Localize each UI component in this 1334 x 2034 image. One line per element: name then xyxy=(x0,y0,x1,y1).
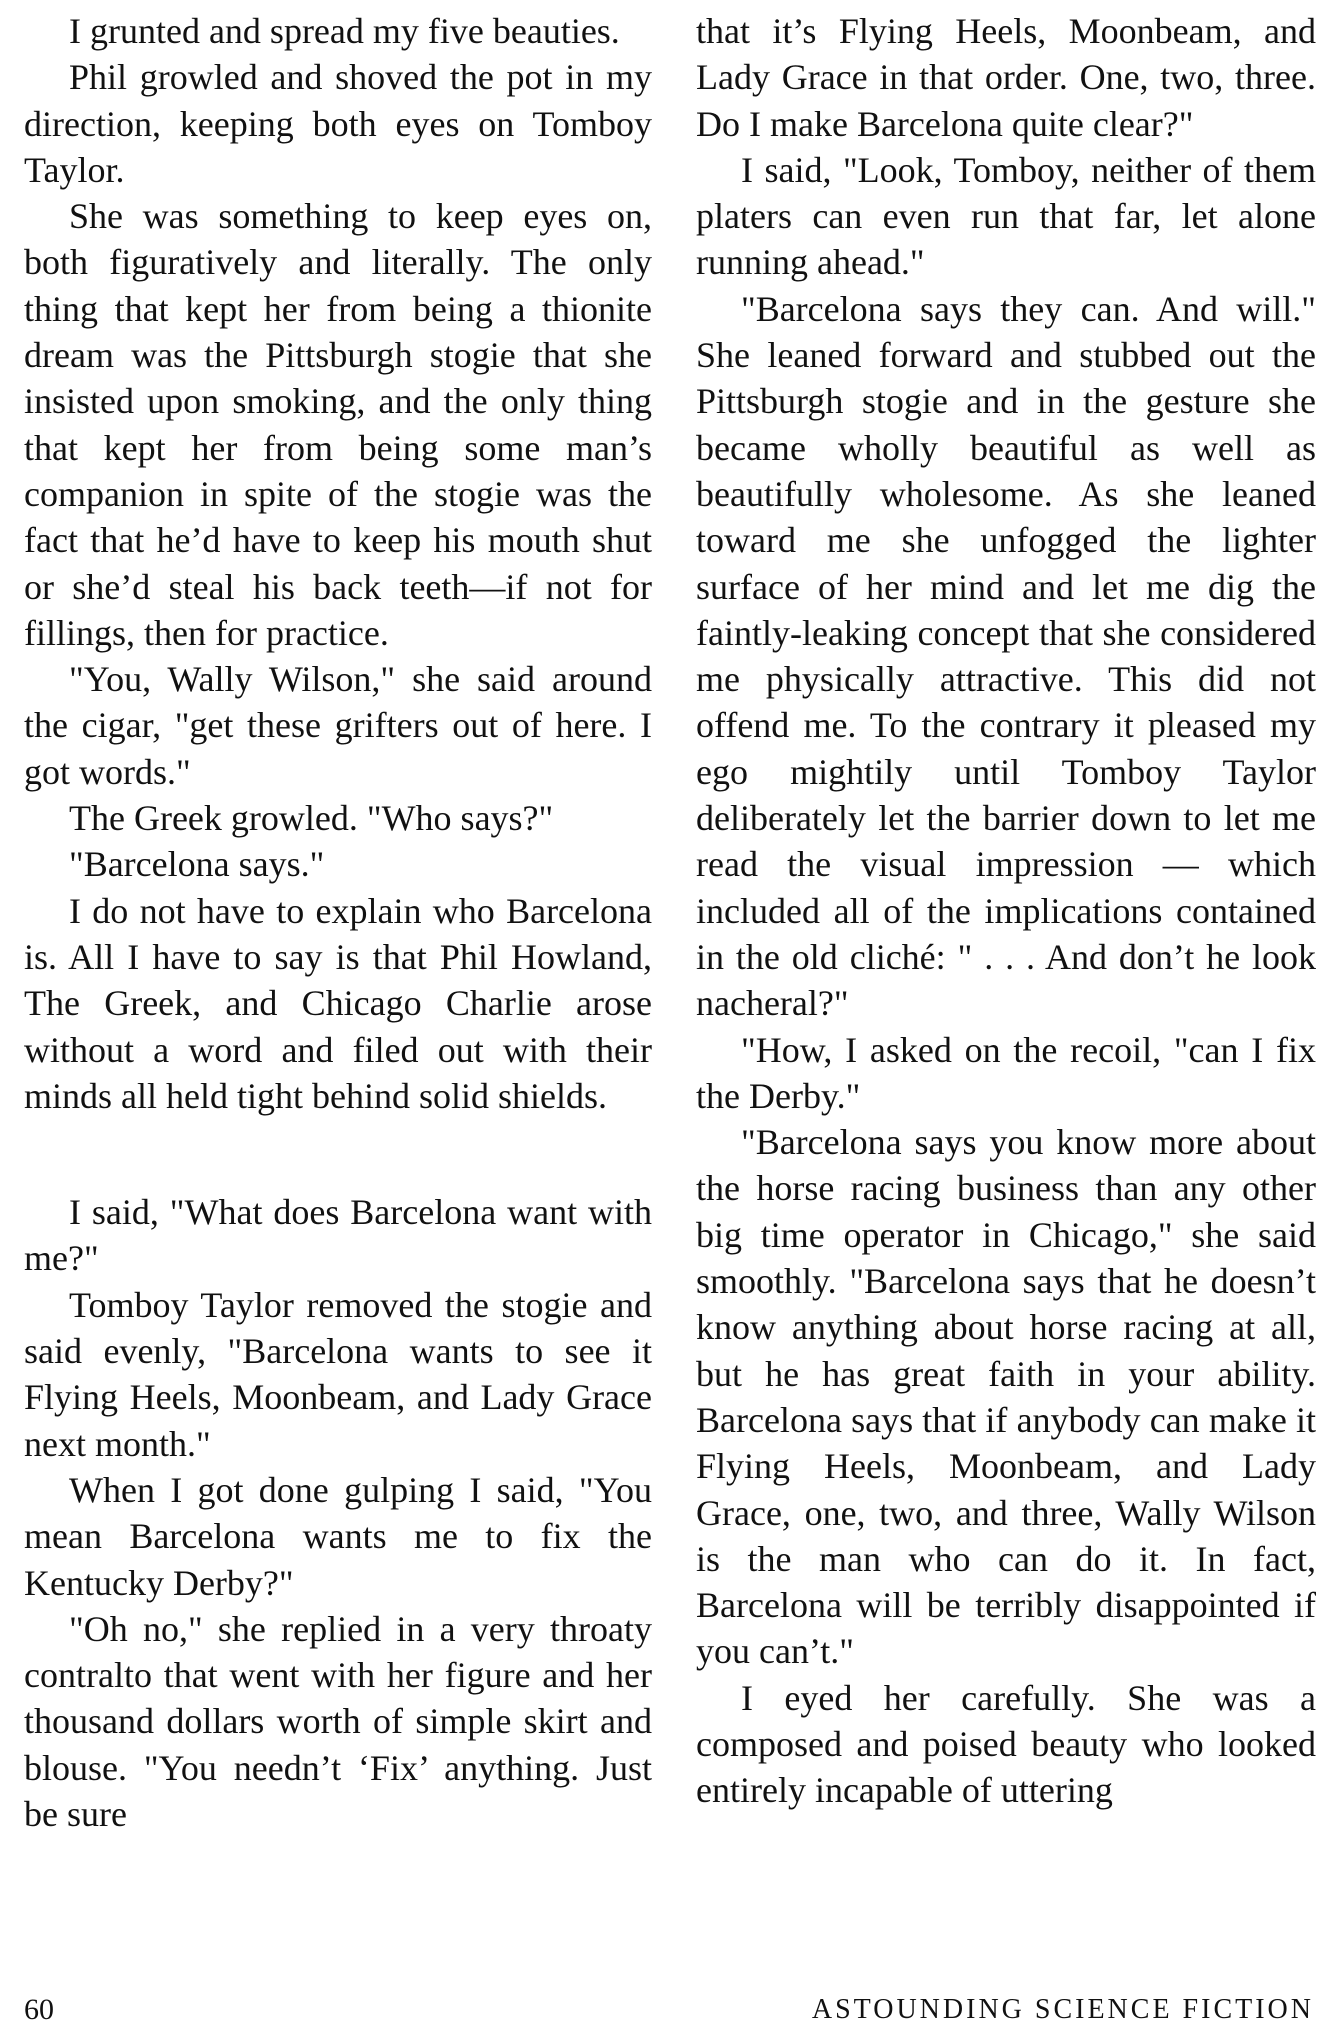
left-text-column xyxy=(24,8,652,1837)
paragraph: She was something to keep eyes on, both figuratively and literally. The only thing that kept her from being a thionite dream was the Pittsburgh stogie that she insisted upon smoking, and the only thing that kept her from being some man’s companion in spite of the stogie was the fact that he’d have to keep his mouth shut or she’d steal his back teeth—if not for fillings, then for practice. xyxy=(24,196,652,653)
paragraph: "Oh no," she replied in a very throaty contralto that went with her figure and her thousand dollars worth of simple skirt and blouse. "You needn’t ‘Fix’ anything. Just be sure xyxy=(24,1608,652,1834)
page-number: 60 xyxy=(24,1993,54,2026)
paragraph: I grunted and spread my five beauties. xyxy=(69,11,620,51)
paragraph: I said, "Look, Tomboy, neither of them platers can even run that far, let alone running ahead." xyxy=(696,149,1316,283)
paragraph: I eyed her carefully. She was a composed and poised beauty who looked entirely incapable of uttering xyxy=(696,1677,1316,1811)
paragraph: "Barcelona says they can. And will." She leaned forward and stubbed out the Pittsburgh stogie and in the gesture she became wholly beautiful as well as beautifully wholesome. As she leaned toward me she unfogged the lighter surface of her mind and let me dig the faintly-leaking concept that she considered me physically attractive. This did not offend me. To the contrary it pleased my ego mightily until Tomboy Taylor deliberately let the barrier down to let me read the visual impression — which included all of the implications contained in the old cliché: " . . . And don’t he look nacheral?" xyxy=(696,288,1316,1024)
running-title: ASTOUNDING SCIENCE FICTION xyxy=(811,1994,1314,2025)
paragraph: "You, Wally Wilson," she said around the cigar, "get these grifters out of here. I got words." xyxy=(24,659,652,792)
paragraph: "Barcelona says you know more about the horse racing business than any other big time operator in Chicago," she said smoothly. "Barcelona says that he doesn’t know anything about horse racing at all, but he has great faith in your ability. Barcelona says that if anybody can make it Flying Heels, Moonbeam, and Lady Grace, one, two, and three, Wally Wilson is the man who can do it. In fact, Barcelona will be terribly disappointed if you can’t." xyxy=(696,1122,1316,1672)
paragraph: "How, I asked on the recoil, "can I fix the Derby." xyxy=(696,1029,1316,1116)
paragraph: Phil growled and shoved the pot in my direction, keeping both eyes on Tomboy Taylor. xyxy=(24,57,652,190)
page-footer xyxy=(0,1990,1334,2030)
paragraph: Tomboy Taylor removed the stogie and said evenly, "Barcelona wants to see it Flying Heels, Moonbeam, and Lady Grace next month." xyxy=(24,1284,652,1464)
paragraph: The Greek growled. "Who says?" xyxy=(69,798,554,839)
right-text-column xyxy=(696,8,1316,1814)
paragraph: When I got done gulping I said, "You mean Barcelona wants me to fix the Kentucky Derby?" xyxy=(24,1469,652,1603)
paragraph: I do not have to explain who Barcelona is. All I have to say is that Phil Howland, The Greek, and Chicago Charlie arose without a word and filed out with their minds all held tight behind solid shields. xyxy=(24,890,652,1116)
paragraph: that it’s Flying Heels, Moonbeam, and Lady Grace in that order. One, two, three. Do I make Barcelona quite clear?" xyxy=(696,11,1316,144)
paragraph: "Barcelona says." xyxy=(69,844,325,885)
paragraph: I said, "What does Barcelona want with me?" xyxy=(24,1192,652,1279)
